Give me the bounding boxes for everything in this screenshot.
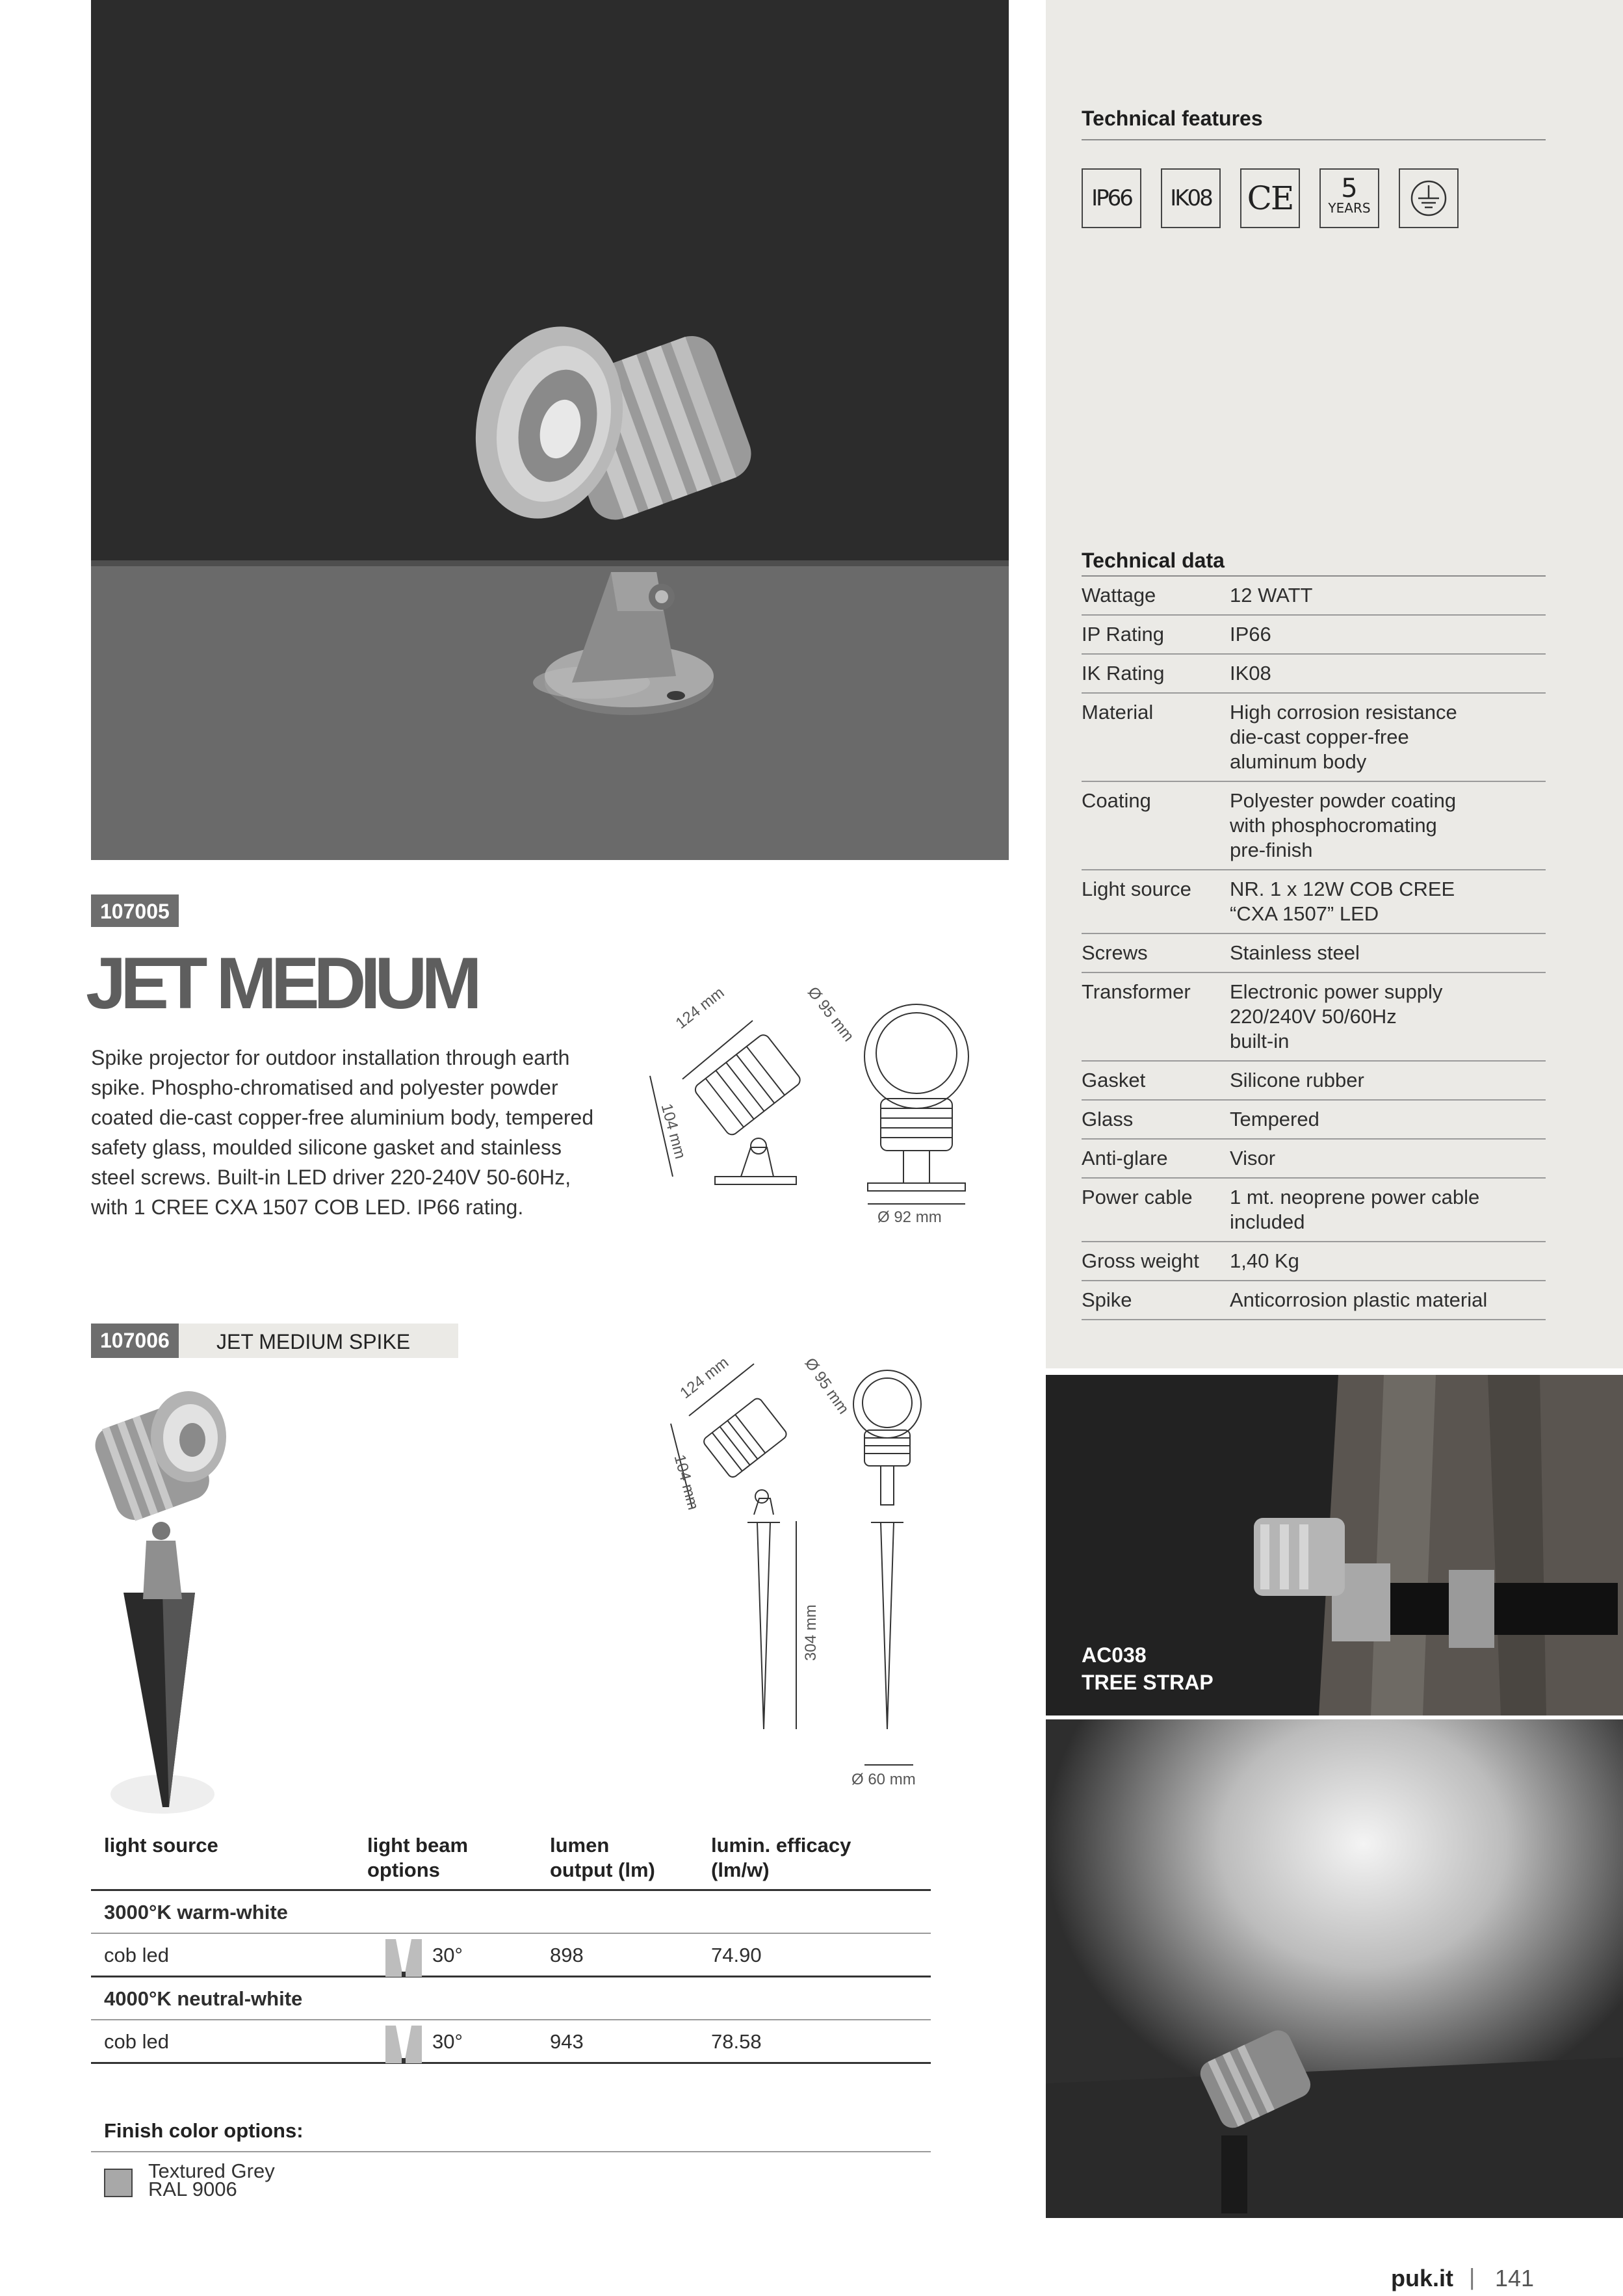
tech-data-key: IK Rating (1082, 662, 1165, 685)
product-code-badge: 107005 (91, 894, 179, 927)
finish-color-swatch (104, 2169, 133, 2197)
svg-text:124 mm: 124 mm (672, 984, 728, 1033)
svg-text:104 mm: 104 mm (657, 1101, 690, 1161)
svg-text:Ø 95 mm: Ø 95 mm (803, 984, 858, 1045)
product-description: Spike projector for outdoor installation through earth spike. Phospho-chromatised and polyester powder coated die-cast copper-free aluminium body, tempered safety glass, moulded silicone gasket and stainless steel screws. Built-in LED driver 220-240V 50-60Hz, with 1 CREE CXA 1507 COB LED. IP66 rating. (91, 1046, 594, 1219)
tech-data-key: Material (1082, 701, 1154, 724)
tech-data-value: IK08 (1230, 662, 1271, 685)
tech-data-key: Glass (1082, 1108, 1134, 1130)
variant-name: JET MEDIUM SPIKE (216, 1330, 411, 1353)
tech-data-value: High corrosion resistance die-cast copper-free aluminum body (1230, 701, 1457, 773)
svg-text:304 mm: 304 mm (802, 1604, 820, 1661)
ip66-badge-icon: IP66 (1082, 168, 1141, 228)
product-hero-photo (91, 0, 1009, 860)
spike-product-photo (71, 1378, 279, 1833)
tech-data-value: 1,40 Kg (1230, 1249, 1299, 1272)
variant-code-badge: 107006 (91, 1324, 179, 1358)
tech-data-key: Power cable (1082, 1186, 1193, 1208)
finish-title: Finish color options: (104, 2119, 304, 2142)
dimension-drawing-floor-mount (643, 962, 994, 1235)
tech-data-row (1082, 1179, 1546, 1242)
tech-data-key: Light source (1082, 878, 1191, 900)
spec-group-row: 3000°K warm-white (91, 1891, 931, 1934)
technical-data-title: Technical data (1082, 549, 1225, 572)
tech-data-key: Spike (1082, 1288, 1132, 1311)
tech-data-row (1082, 577, 1546, 616)
tech-data-row (1082, 1140, 1546, 1179)
tech-data-value: Anticorrosion plastic material (1230, 1288, 1488, 1311)
tech-data-row (1082, 1101, 1546, 1140)
tech-data-value: 1 mt. neoprene power cable included (1230, 1186, 1480, 1233)
tech-data-value: Electronic power supply 220/240V 50/60Hz built-in (1230, 980, 1443, 1052)
tech-data-key: Screws (1082, 941, 1148, 964)
ce-mark-icon: CE (1240, 168, 1300, 228)
svg-text:Ø 60 mm: Ø 60 mm (851, 1771, 916, 1788)
tech-data-row (1082, 782, 1546, 870)
tech-data-key: Anti-glare (1082, 1147, 1168, 1169)
finish-color-label: Textured Grey RAL 9006 (148, 2159, 275, 2200)
tech-data-value: Silicone rubber (1230, 1069, 1364, 1091)
svg-text:104 mm: 104 mm (670, 1452, 703, 1512)
tech-data-key: Transformer (1082, 980, 1191, 1003)
tech-data-row (1082, 1281, 1546, 1320)
divider (91, 2151, 931, 2152)
tech-data-key: Gasket (1082, 1069, 1146, 1091)
accessory-name: TREE STRAP (1082, 1671, 1214, 1694)
dimension-drawing-spike (656, 1352, 968, 1794)
ik08-badge-icon: IK08 (1161, 168, 1221, 228)
technical-data-table (1082, 575, 1546, 1320)
tech-data-key: Gross weight (1082, 1249, 1199, 1272)
spec-data-row: cob led 30° 943 78.58 (91, 2020, 931, 2064)
tech-data-row (1082, 870, 1546, 934)
tech-data-key: Coating (1082, 789, 1151, 812)
earth-ground-icon (1399, 168, 1459, 228)
beam-angle-icon (385, 2026, 422, 2063)
tech-data-row (1082, 694, 1546, 782)
footer-separator: | (1469, 2263, 1475, 2290)
product-title: JET MEDIUM (86, 943, 476, 1024)
ambient-night-photo (1046, 1719, 1623, 2218)
tech-data-value: Stainless steel (1230, 941, 1360, 964)
tech-data-row (1082, 973, 1546, 1062)
svg-text:124 mm: 124 mm (677, 1353, 733, 1403)
tech-data-row (1082, 1062, 1546, 1101)
tech-data-value: Tempered (1230, 1108, 1319, 1130)
tech-data-row (1082, 934, 1546, 973)
tech-data-value: NR. 1 x 12W COB CREE “CXA 1507” LED (1230, 878, 1455, 925)
beam-angle-icon (385, 1939, 422, 1977)
spec-group-row: 4000°K neutral-white (91, 1977, 931, 2020)
tech-data-row (1082, 1242, 1546, 1281)
tech-data-value: IP66 (1230, 623, 1271, 646)
tech-data-value: Visor (1230, 1147, 1276, 1169)
footer-brand: puk.it (1391, 2265, 1453, 2291)
technical-features-title: Technical features (1082, 107, 1263, 130)
warranty-5-years-icon: 5 YEARS (1319, 168, 1379, 228)
tech-data-value: Polyester powder coating with phosphocromating pre-finish (1230, 789, 1457, 861)
tech-data-row (1082, 616, 1546, 655)
spec-table-header: light source light beam options lumen output (lm) lumin. efficacy (lm/w) (91, 1833, 931, 1891)
page-number: 141 (1495, 2265, 1535, 2291)
svg-text:Ø 95 mm: Ø 95 mm (801, 1355, 853, 1418)
svg-text:Ø 92 mm: Ø 92 mm (877, 1208, 942, 1226)
tech-data-value: 12 WATT (1230, 584, 1313, 607)
tech-data-row (1082, 655, 1546, 694)
tech-data-key: Wattage (1082, 584, 1156, 607)
accessory-code: AC038 (1082, 1643, 1147, 1667)
spec-table (91, 1833, 931, 2064)
spec-data-row: cob led 30° 898 74.90 (91, 1934, 931, 1977)
divider (1082, 139, 1546, 140)
tech-data-key: IP Rating (1082, 623, 1164, 646)
